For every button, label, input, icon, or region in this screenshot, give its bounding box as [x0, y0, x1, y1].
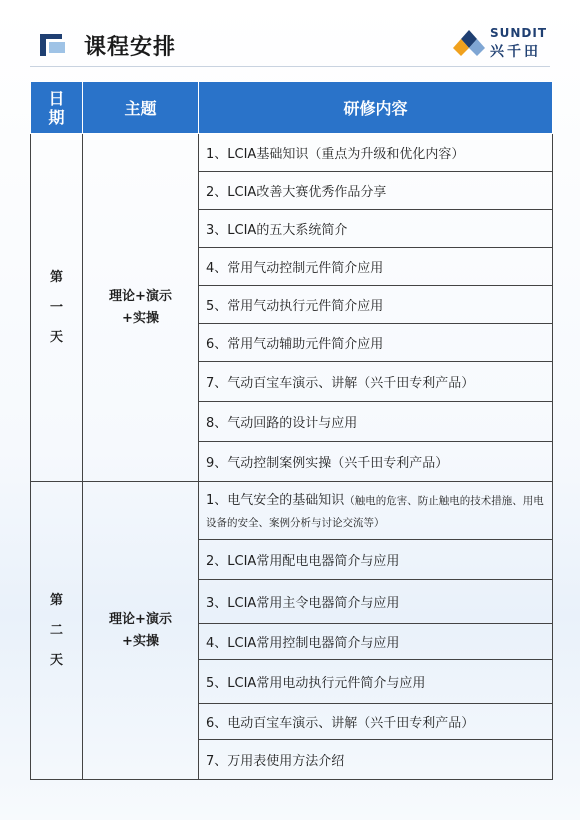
content-item: 7、气动百宝车演示、讲解（兴千田专利产品）	[199, 362, 553, 402]
course-schedule-table	[30, 81, 553, 780]
content-item: 3、LCIA常用主令电器简介与应用	[199, 580, 553, 624]
company-logo	[452, 26, 564, 62]
header-day: 日期	[31, 82, 83, 134]
content-item: 6、电动百宝车演示、讲解（兴千田专利产品）	[199, 704, 553, 740]
logo-chinese-text: 兴千田	[490, 44, 541, 60]
content-item	[199, 482, 553, 540]
content-item: 2、LCIA改善大赛优秀作品分享	[199, 172, 553, 210]
content-item: 9、气动控制案例实操（兴千田专利产品）	[199, 442, 553, 482]
page-title: 课程安排	[84, 35, 177, 60]
logo-brand-text: SUNDIT	[490, 26, 548, 40]
content-item: 4、LCIA常用控制电器简介与应用	[199, 624, 553, 660]
day-one-theme: 理论+演示 +实操	[83, 134, 199, 482]
table-row	[31, 134, 553, 172]
content-item: 8、气动回路的设计与应用	[199, 402, 553, 442]
content-item: 6、常用气动辅助元件简介应用	[199, 324, 553, 362]
table-header-row	[31, 82, 553, 134]
content-item-note: （触电的危害、防止触电的技术措施、用电设备的安全、案例分析与讨论交流等）	[206, 494, 544, 529]
page-header	[0, 0, 580, 78]
section-square-icon	[40, 34, 70, 56]
content-item: 5、LCIA常用电动执行元件简介与应用	[199, 660, 553, 704]
content-item-main: 1、电气安全的基础知识	[206, 492, 345, 508]
content-item: 4、常用气动控制元件简介应用	[199, 248, 553, 286]
table-row	[31, 482, 553, 540]
logo-mark-icon	[452, 28, 486, 58]
content-item: 3、LCIA的五大系统简介	[199, 210, 553, 248]
header-divider	[30, 66, 550, 67]
day-one-cell: 第一天	[31, 134, 83, 482]
header-theme: 主题	[83, 82, 199, 134]
content-item: 1、LCIA基础知识（重点为升级和优化内容）	[199, 134, 553, 172]
content-item: 7、万用表使用方法介绍	[199, 740, 553, 780]
content-item: 2、LCIA常用配电电器简介与应用	[199, 540, 553, 580]
day-two-cell: 第二天	[31, 482, 83, 780]
day-two-theme: 理论+演示 +实操	[83, 482, 199, 780]
header-content: 研修内容	[199, 82, 553, 134]
content-item: 5、常用气动执行元件简介应用	[199, 286, 553, 324]
